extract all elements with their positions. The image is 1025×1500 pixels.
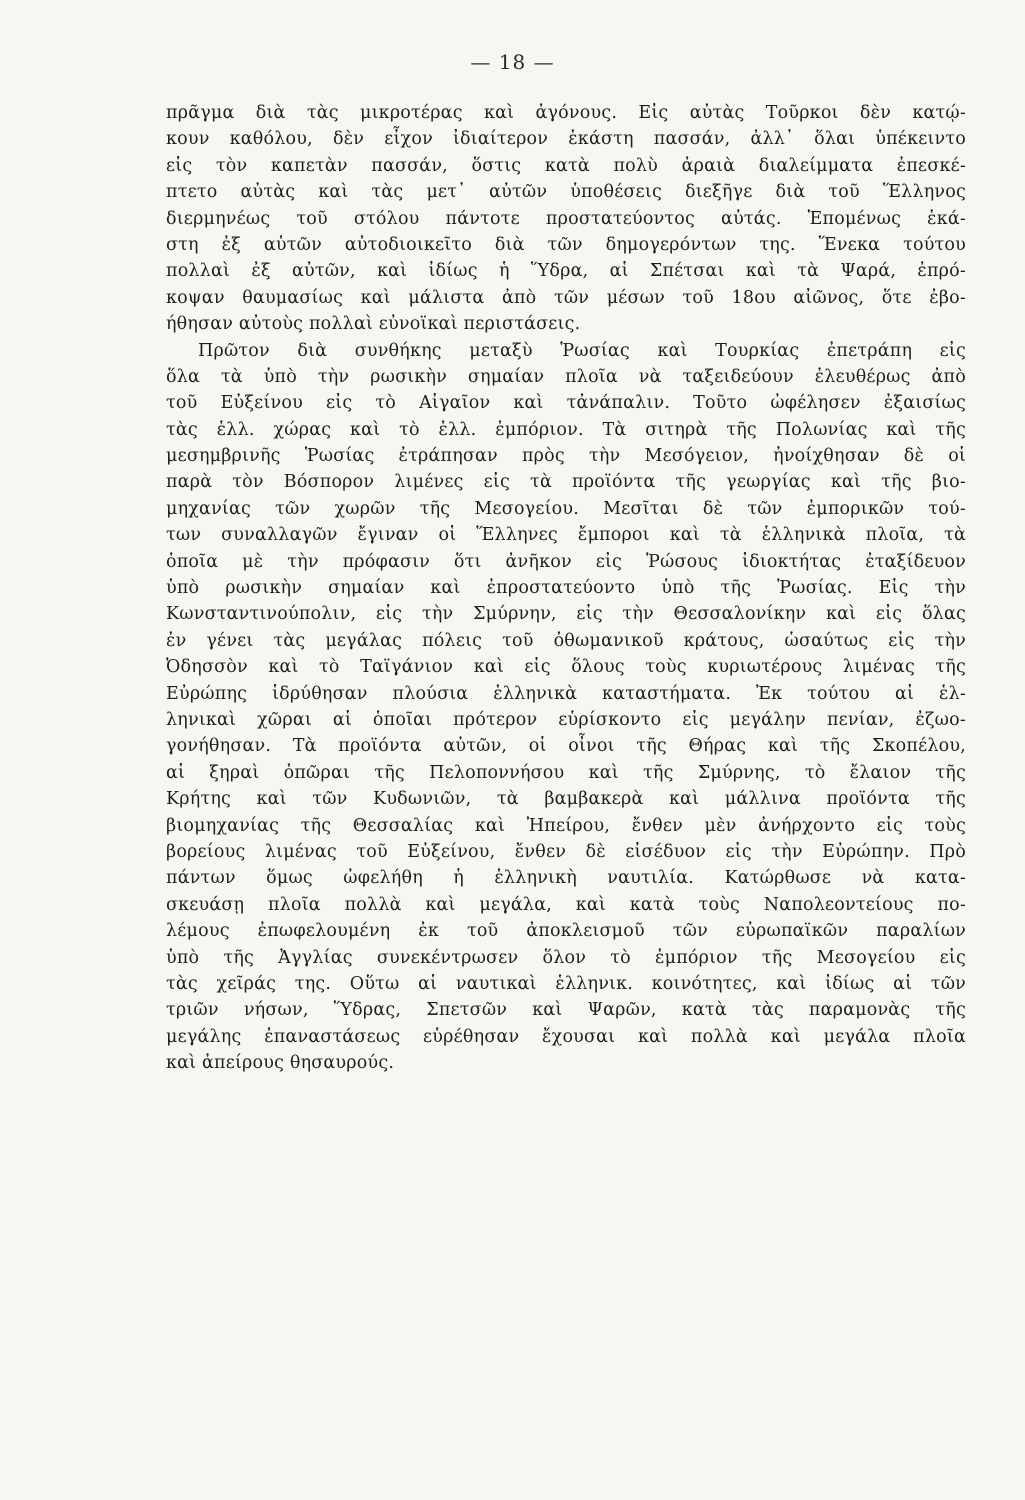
text-line: τριῶν νήσων, Ὕδρας, Σπετσῶν καὶ Ψαρῶν, κατὰ τὰς παραμονὰς τῆς: [166, 1000, 966, 1021]
page-number: — 18 —: [470, 50, 555, 74]
text-line: τὰς ἑλλ. χώρας καὶ τὸ ἑλλ. ἐμπόριον. Τὰ σιτηρὰ τῆς Πολωνίας καὶ τῆς: [166, 419, 966, 440]
text-line: πολλαὶ ἐξ αὐτῶν, καὶ ἰδίως ἡ Ὕδρα, αἱ Σπέτσαι καὶ τὰ Ψαρά, ἐπρό-: [166, 261, 966, 282]
text-line: μεσημβρινῆς Ῥωσίας ἐτράπησαν πρὸς τὴν Μεσόγειον, ἠνοίχθησαν δὲ οἱ: [166, 446, 966, 467]
text-line: ἐν γένει τὰς μεγάλας πόλεις τοῦ ὀθωμανικοῦ κράτους, ὡσαύτως εἰς τὴν: [166, 630, 966, 651]
text-line: ὑπὸ τῆς Ἀγγλίας συνεκέντρωσεν ὅλον τὸ ἐμπόριον τῆς Μεσογείου εἰς: [166, 947, 966, 968]
text-line: στη ἐξ αὐτῶν αὐτοδιοικεῖτο διὰ τῶν δημογερόντων της. Ἕνεκα τούτου: [166, 234, 966, 255]
text-line: ληνικαὶ χῶραι αἱ ὁποῖαι πρότερον εὑρίσκοντο εἰς μεγάλην πενίαν, ἐζωο-: [166, 709, 966, 730]
text-line: ὁποῖα μὲ τὴν πρόφασιν ὅτι ἀνῆκον εἰς Ῥώσους ἰδιοκτήτας ἐταξίδευον: [166, 551, 966, 572]
text-line: κουν καθόλου, δὲν εἶχον ἰδιαίτερον ἑκάστη πασσάν, ἀλλ᾿ ὅλαι ὑπέκειντο: [166, 129, 966, 150]
text-line: ήθησαν αὐτοὺς πολλαὶ εὐνοϊκαὶ περιστάσεις.: [166, 314, 581, 335]
text-line: ὑπὸ ρωσικὴν σημαίαν καὶ ἐπροστατεύοντο ὑπὸ τῆς Ῥωσίας. Εἰς τὴν: [166, 578, 966, 599]
text-line: βιομηχανίας τῆς Θεσσαλίας καὶ Ἠπείρου, ἔνθεν μὲν ἀνήρχοντο εἰς τοὺς: [166, 815, 966, 836]
text-line: διερμηνέως τοῦ στόλου πάντοτε προστατεύοντος αὐτάς. Ἑπομένως ἑκά-: [166, 208, 966, 229]
text-line: πρᾶγμα διὰ τὰς μικροτέρας καὶ ἀγόνους. Εἰς αὐτὰς Τοῦρκοι δὲν κατῴ-: [166, 103, 966, 123]
text-line: κοψαν θαυμασίως καὶ μάλιστα ἀπὸ τῶν μέσων τοῦ 18ου αἰῶνος, ὅτε ἐβο-: [166, 287, 966, 308]
text-line: βορείους λιμένας τοῦ Εὐξείνου, ἔνθεν δὲ εἰσέδυον εἰς τὴν Εὐρώπην. Πρὸ: [166, 841, 966, 862]
text-line: των συναλλαγῶν ἔγιναν οἱ Ἕλληνες ἔμποροι καὶ τὰ ἑλληνικὰ πλοῖα, τὰ: [166, 525, 966, 546]
text-line: γονήθησαν. Τὰ προϊόντα αὐτῶν, οἱ οἶνοι τῆς Θήρας καὶ τῆς Σκοπέλου,: [166, 736, 966, 757]
text-line: Κωνσταντινούπολιν, εἰς τὴν Σμύρνην, εἰς τὴν Θεσσαλονίκην καὶ εἰς ὅλας: [166, 604, 966, 625]
text-line: Ὀδησσὸν καὶ τὸ Ταϊγάνιον καὶ εἰς ὅλους τοὺς κυριωτέρους λιμένας τῆς: [166, 657, 966, 678]
text-line: μηχανίας τῶν χωρῶν τῆς Μεσογείου. Μεσῖται δὲ τῶν ἐμπορικῶν τού-: [166, 498, 966, 519]
text-line: τὰς χεῖράς της. Οὕτω αἱ ναυτικαὶ ἑλληνικ. κοινότητες, καὶ ἰδίως αἱ τῶν: [166, 973, 966, 994]
text-line: πάντων ὅμως ὠφελήθη ἡ ἑλληνικὴ ναυτιλία. Κατώρθωσε νὰ κατα-: [166, 868, 966, 889]
text-line: αἱ ξηραὶ ὀπῶραι τῆς Πελοποννήσου καὶ τῆς Σμύρνης, τὸ ἔλαιον τῆς: [166, 762, 966, 783]
text-line: ὅλα τὰ ὑπὸ τὴν ρωσικὴν σημαίαν πλοῖα νὰ ταξειδεύουν ἐλευθέρως ἀπὸ: [166, 366, 966, 387]
text-line: σκευάσῃ πλοῖα πολλὰ καὶ μεγάλα, καὶ κατὰ τοὺς Ναπολεοντείους πο-: [166, 894, 966, 915]
text-line: πτετο αὐτὰς καὶ τὰς μετ᾿ αὐτῶν ὑποθέσεις διεξῆγε διὰ τοῦ Ἕλληνος: [166, 182, 966, 203]
text-line: Πρῶτον διὰ συνθήκης μεταξὺ Ῥωσίας καὶ Τουρκίας ἐπετράπη εἰς: [198, 340, 966, 361]
text-line: λέμους ἐπωφελουμένη ἐκ τοῦ ἀποκλεισμοῦ τῶν εὐρωπαϊκῶν παραλίων: [166, 921, 966, 942]
text-line: Εὐρώπης ἱδρύθησαν πλούσια ἑλληνικὰ καταστήματα. Ἐκ τούτου αἱ ἑλ-: [166, 683, 966, 704]
text-line: εἰς τὸν καπετὰν πασσάν, ὅστις κατὰ πολὺ ἀραιὰ διαλείμματα ἐπεσκέ-: [166, 155, 966, 176]
text-line: μεγάλης ἐπαναστάσεως εὑρέθησαν ἔχουσαι καὶ πολλὰ καὶ μεγάλα πλοῖα: [166, 1026, 966, 1047]
text-line: τοῦ Εὐξείνου εἰς τὸ Αἰγαῖον καὶ τἀνάπαλιν. Τοῦτο ὠφέλησεν ἐξαισίως: [166, 393, 966, 414]
text-line: καὶ ἀπείρους θησαυρούς.: [166, 1053, 395, 1074]
body-text: [166, 100, 966, 1076]
text-line: παρὰ τὸν Βόσπορον λιμένες εἰς τὰ προϊόντα τῆς γεωργίας καὶ τῆς βιο-: [166, 472, 966, 493]
text-line: Κρήτης καὶ τῶν Κυδωνιῶν, τὰ βαμβακερὰ καὶ μάλλινα προϊόντα τῆς: [166, 789, 966, 810]
